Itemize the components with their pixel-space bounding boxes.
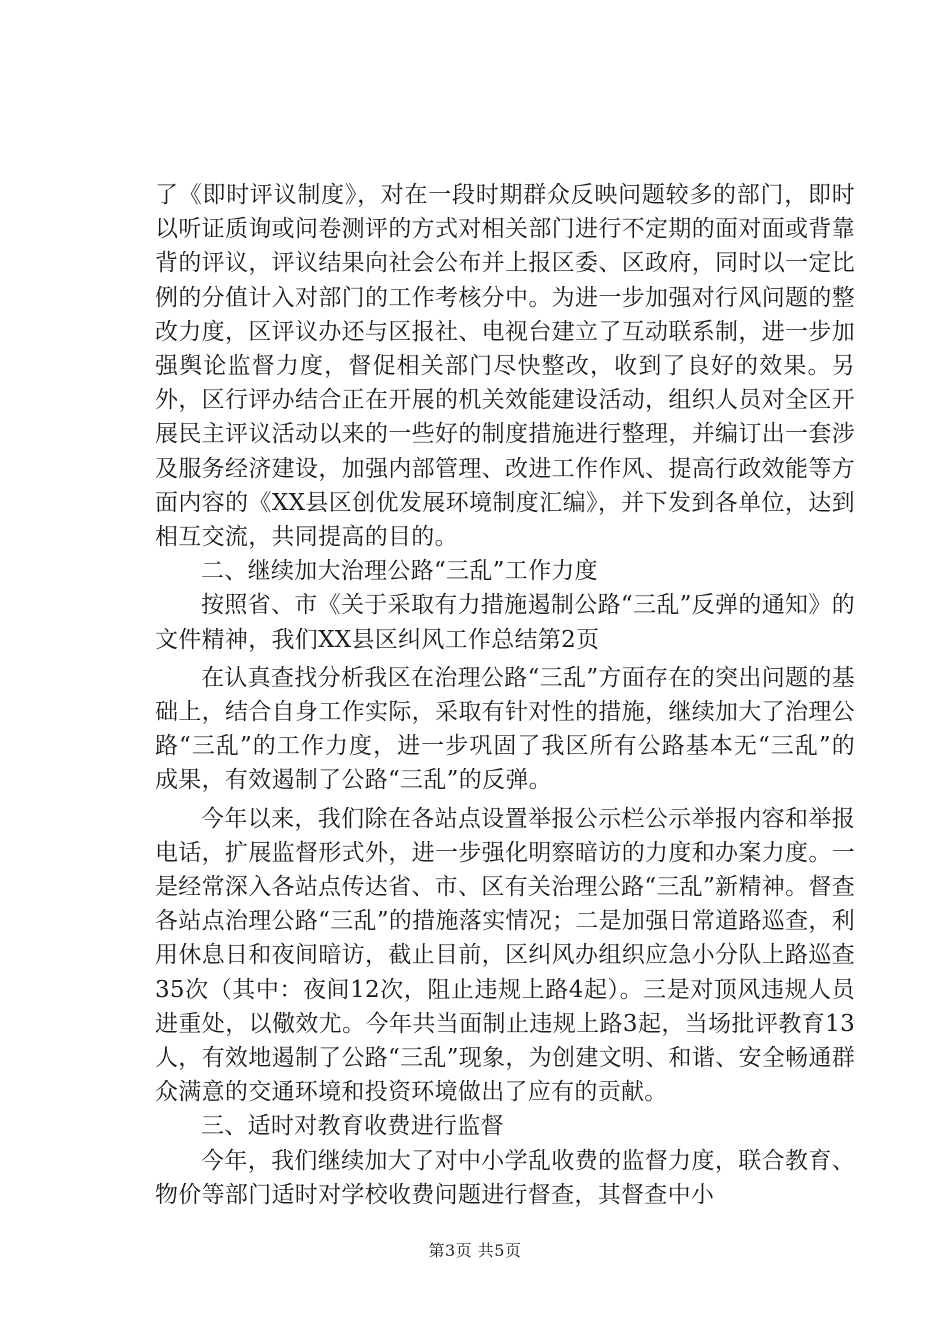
page-number-label: 第3页 共5页 [428,1241,522,1260]
paragraph-road-governance: 在认真查找分析我区在治理公路“三乱”方面存在的突出问题的基础上，结合自身工作实际，采取有针对性的措施，继续加大了治理公路“三乱”的工作力度，进一步巩固了我区所有公路基本无“三乱”的成果，有效遏制了公路“三乱”的反弹。 [155,664,855,794]
page-footer [0,1241,950,1261]
section-heading-road-three-chaos: 二、继续加大治理公路“三乱”工作力度 [201,558,598,585]
paragraph-provincial-notice: 按照省、市《关于采取有力措施遏制公路“三乱”反弹的通知》的文件精神，我们XX县区纠风工作总结第2页 [155,592,855,653]
paragraph-supervision-measures: 今年以来，我们除在各站点设置举报公示栏公示举报内容和举报电话，扩展监督形式外，进一步强化明察暗访的力度和办案力度。一是经常深入各站点传达省、市、区有关治理公路“三乱”新精神。督查各站点治理公路“三乱”的措施落实情况；二是加强日常道路巡查，利用休息日和夜间暗访，截止目前，区纠风办组织应急小分队上路巡查35次（其中：夜间12次，阻止违规上路4起）。三是对顶风违规人员进重处，以儆效尤。今年共当面制止违规上路3起，当场批评教育13人，有效地遏制了公路“三乱”现象，为创建文明、和谐、安全畅通群众满意的交通环境和投资环境做出了应有的贡献。 [155,805,855,1106]
paragraph-education-fees: 今年，我们继续加大了对中小学乱收费的监督力度，联合教育、物价等部门适时对学校收费问题进行督查，其督查中小 [155,1147,855,1208]
document-body [155,178,855,1212]
section-heading-education-fees: 三、适时对教育收费进行监督 [201,1113,504,1140]
paragraph-evaluation-system: 了《即时评议制度》，对在一段时期群众反映问题较多的部门，即时以听证质询或问卷测评的方式对相关部门进行不定期的面对面或背靠背的评议，评议结果向社会公布并上报区委、区政府，同时以一定比例的分值计入对部门的工作考核分中。为进一步加强对行风问题的整改力度，区评议办还与区报社、电视台建立了互动联系制，进一步加强舆论监督力度，督促相关部门尽快整改，收到了良好的效果。另外，区行评办结合正在开展的机关效能建设活动，组织人员对全区开展民主评议活动以来的一些好的制度措施进行整理，并编订出一套涉及服务经济建设，加强内部管理、改进工作作风、提高行政效能等方面内容的《XX县区创优发展环境制度汇编》，并下发到各单位，达到相互交流，共同提高的目的。 [155,182,855,551]
